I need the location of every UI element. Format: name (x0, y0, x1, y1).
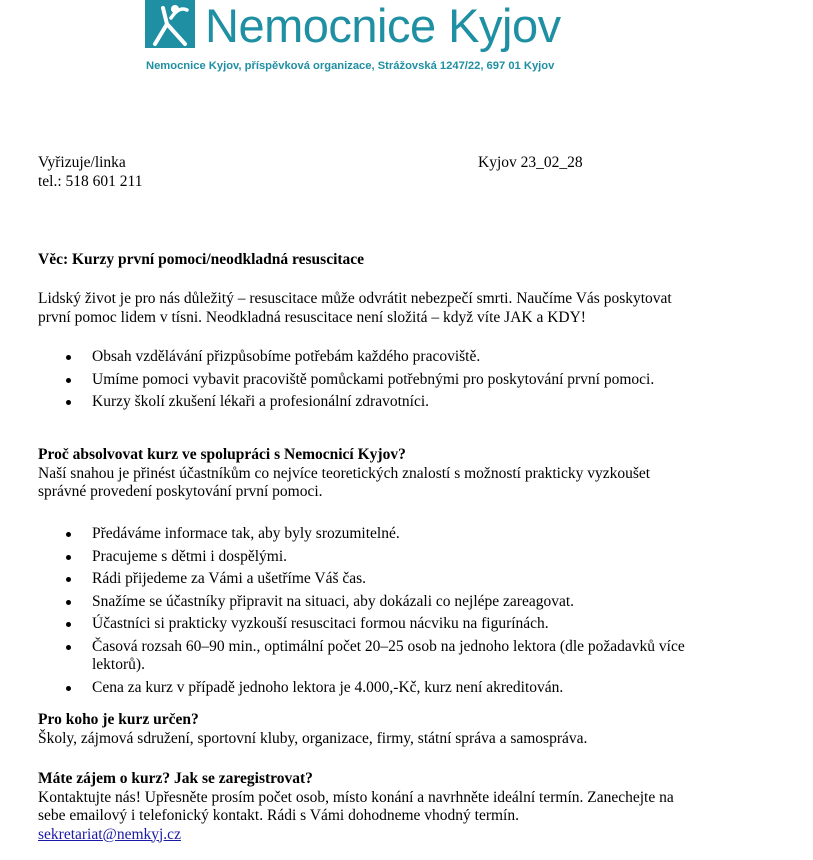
why-line: Naší snahou je přinést účastníkům co nejvíce teoretických znalostí s možností prakticky vyzkoušet (38, 464, 651, 482)
why-section (38, 446, 768, 502)
hospital-logo-icon (145, 0, 195, 48)
section-heading: Proč absolvovat kurz ve spolupráci s Nemocnicí Kyjov? (38, 446, 406, 463)
audience-text: Školy, zájmová sdružení, sportovní kluby, organizace, firmy, státní správa a samospráva. (38, 729, 588, 747)
list-item: Kurzy školí zkušení lékaři a profesionální zdravotníci. (38, 393, 768, 412)
intro-paragraph (38, 290, 768, 327)
letterhead (145, 0, 585, 80)
section-heading: Máte zájem o kurz? Jak se zaregistrovat? (38, 770, 313, 787)
section-heading: Pro koho je kurz určen? (38, 711, 199, 728)
audience-section (38, 711, 768, 748)
hospital-name: Nemocnice Kyjov (205, 0, 561, 52)
subject-line: Věc: Kurzy první pomoci/neodkladná resuscitace (38, 251, 365, 268)
list-item: Předáváme informace tak, aby byly srozumitelné. (38, 525, 758, 544)
list-item: Rádi přijedeme za Vámi a ušetříme Váš čas. (38, 570, 758, 589)
list-item: Umíme pomoci vybavit pracoviště pomůckami potřebnými pro poskytování první pomoci. (38, 371, 768, 390)
list-item: Účastníci si prakticky vyzkouší resuscitaci formou nácviku na figurínách. (38, 615, 758, 634)
handler-label: Vyřizuje/linka (38, 154, 126, 171)
intro-line: Lidský život je pro nás důležitý – resuscitace může odvrátit nebezpečí smrti. Naučíme Vás poskytovat (38, 290, 672, 307)
letter-date: Kyjov 23_02_28 (478, 154, 583, 171)
intro-line: první pomoc lidem v tísni. Neodkladná resuscitace není složitá – když víte JAK a KDY! (38, 308, 586, 326)
email-link[interactable]: sekretariat@nemkyj.cz (38, 825, 181, 843)
registration-line: Kontaktujte nás! Upřesněte prosím počet osob, místo konání a navrhněte ideální termín. Zanechejte na (38, 788, 674, 806)
reasons-list (38, 525, 758, 701)
registration-line: sebe emailový i telefonický kontakt. Rádi s Vámi dohodneme vhodný termín. (38, 807, 519, 824)
phone-number: tel.: 518 601 211 (38, 173, 143, 190)
hospital-address: Nemocnice Kyjov, příspěvková organizace, Strážovská 1247/22, 697 01 Kyjov (146, 60, 555, 72)
list-item: Časová rozsah 60–90 min., optimální počet 20–25 osob na jednoho lektora (dle požadavků více lektorů). (38, 638, 732, 675)
benefits-list (38, 348, 768, 416)
list-item: Cena za kurz v případě jednoho lektora je 4.000,-Kč, kurz není akreditován. (38, 679, 758, 698)
why-line: správné provedení poskytování první pomoci. (38, 483, 323, 500)
registration-section (38, 770, 768, 844)
list-item: Snažíme se účastníky připravit na situaci, aby dokázali co nejlépe zareagovat. (38, 593, 758, 612)
list-item: Pracujeme s dětmi i dospělými. (38, 548, 758, 567)
list-item: Obsah vzdělávání přizpůsobíme potřebám každého pracoviště. (38, 348, 768, 367)
